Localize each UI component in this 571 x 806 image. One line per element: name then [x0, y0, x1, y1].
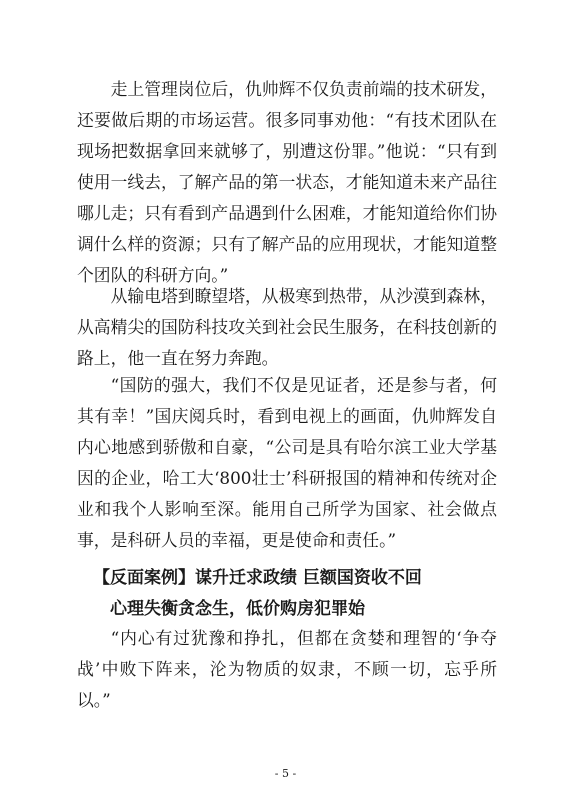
body-paragraph: “国防的强大，我们不仅是见证者，还是参与者，何其有幸！”国庆阅兵时，看到电视上的画面，仇帅辉发自内心地感到骄傲和自豪，“公司是具有哈尔滨工业大学基因的企业，哈工大‘800壮士’科研报国的精神和传统对企业和我个人影响至深。能用自己所学为国家、社会做点事，是科研人员的幸福，更是使命和责任。” — [77, 375, 497, 550]
body-paragraph: 从输电塔到瞭望塔，从极寒到热带，从沙漠到森林，从高精尖的国防科技攻关到社会民生服务，在科技创新的路上，他一直在努力奔跑。 — [77, 286, 497, 368]
quote-paragraph: “内心有过犹豫和挣扎，但都在贪婪和理智的‘争夺战’中败下阵来，沦为物质的奴隶，不顾一切，忘乎所以。” — [77, 628, 497, 710]
page-number: - 5 - — [274, 767, 297, 780]
sub-heading: 心理失衡贪念生，低价购房犯罪始 — [110, 599, 365, 619]
section-heading: 【反面案例】谋升迁求政绩 巨额国资收不回 — [93, 568, 422, 588]
body-paragraph: 走上管理岗位后，仇帅辉不仅负责前端的技术研发，还要做后期的市场运营。很多同事劝他：“有技术团队在现场把数据拿回来就够了，别遭这份罪。”他说：“只有到使用一线去，了解产品的第一状态，才能知道未来产品往哪儿走；只有看到产品遇到什么困难，才能知道给你们协调什么样的资源；只有了解产品的应用现状，才能知道整个团队的科研方向。” — [77, 79, 497, 285]
